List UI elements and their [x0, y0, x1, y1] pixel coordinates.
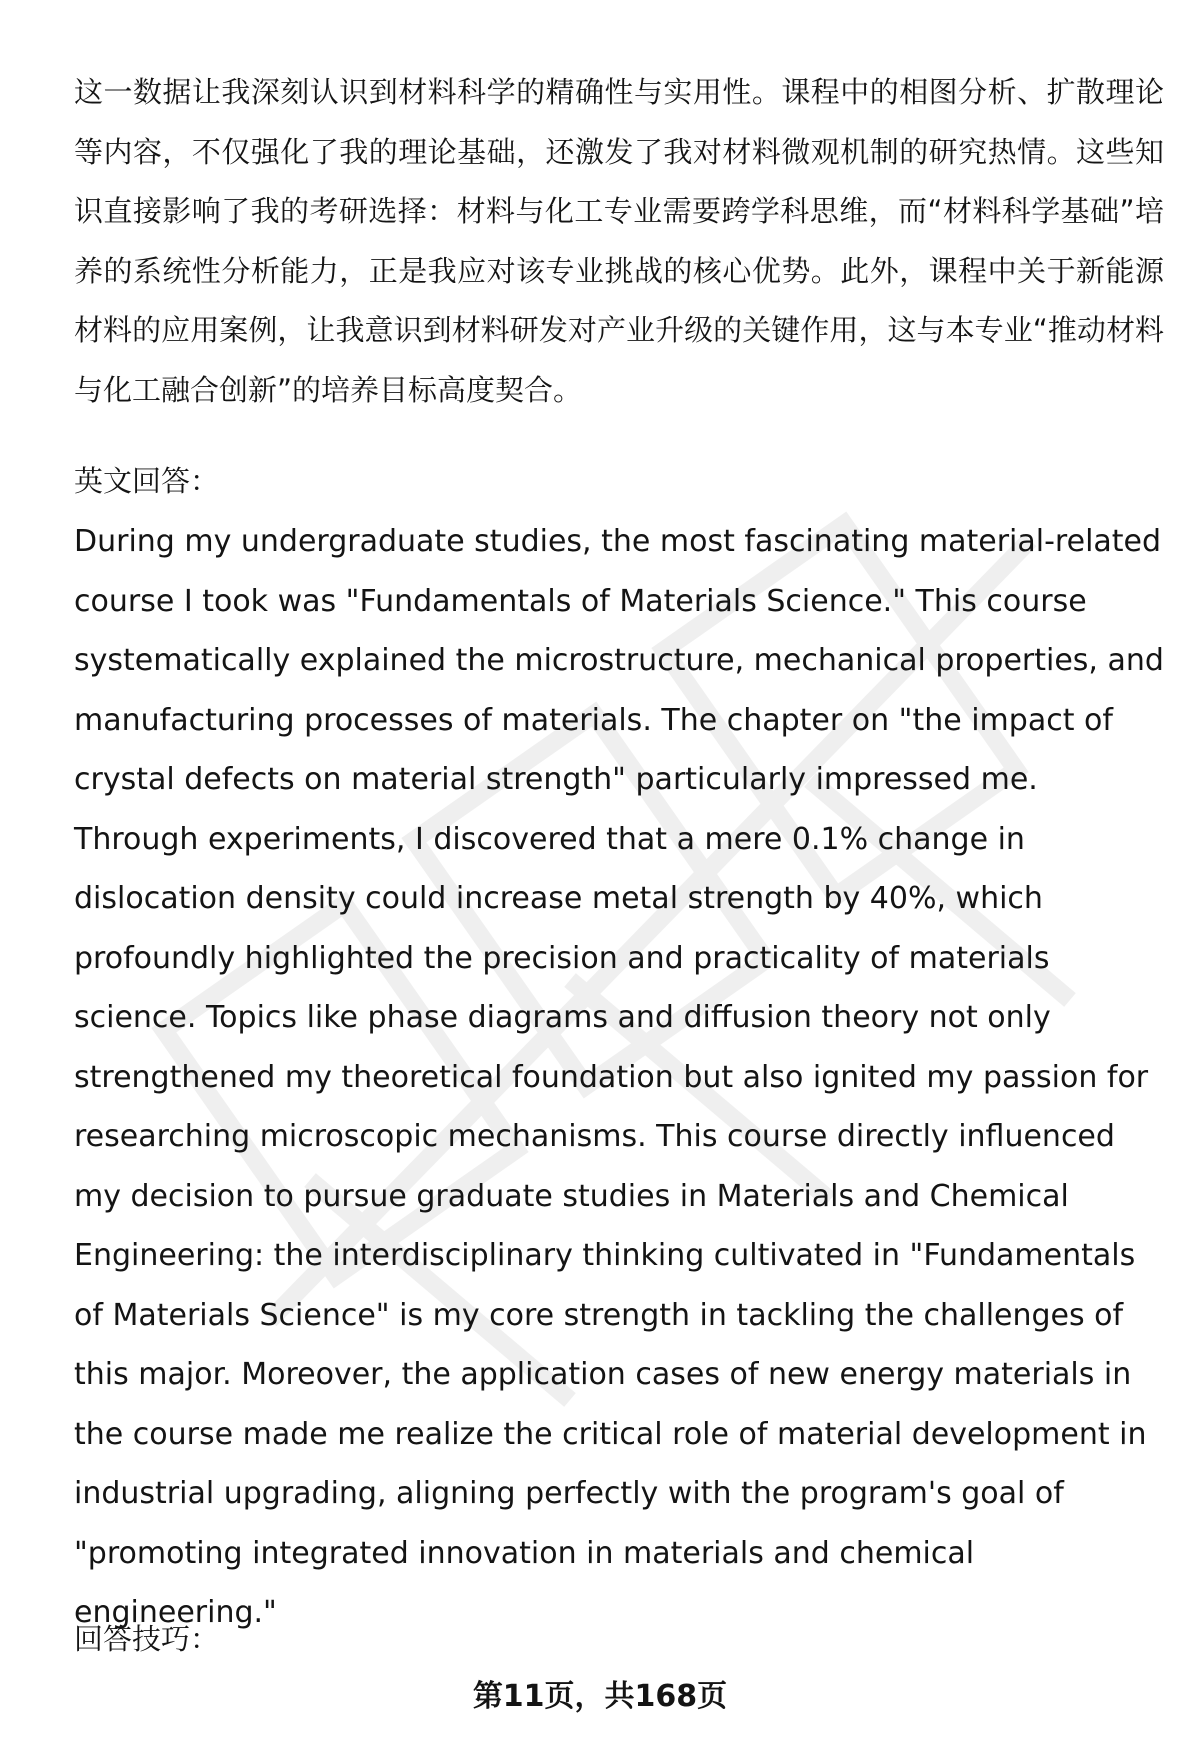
english-answer-paragraph: During my undergraduate studies, the most fascinating material-related course I took was "Fundamentals of Materials Science." This course systematically explained the microstructure, mechanical properties, and manufacturing processes of materials. The chapter on "the impact of crystal defects on material strength" particularly impressed me. Through experiments, I discovered that a mere 0.1% change in dislocation density could increase metal strength by 40%, which profoundly highlighted the precision and practicality of materials science. Topics like phase diagrams and diffusion theory not only strengthened my theoretical foundation but also ignited my passion for researching microscopic mechanisms. This course directly influenced my decision to pursue graduate studies in Materials and Chemical Engineering: the interdisciplinary thinking cultivated in "Fundamentals of Materials Science" is my core strength in tackling the challenges of this major. Moreover, the application cases of new energy materials in the course made me realize the critical role of material development in industrial upgrading, aligning perfectly with the program's goal of "promoting integrated innovation in materials and chemical engineering.": [74, 524, 1164, 1630]
english-answer-label: 英文回答：: [74, 464, 220, 498]
chinese-answer-paragraph: 这一数据让我深刻认识到材料科学的精确性与实用性。课程中的相图分析、扩散理论等内容，不仅强化了我的理论基础，还激发了我对材料微观机制的研究热情。这些知识直接影响了我的考研选择：材料与化工专业需要跨学科思维，而“材料科学基础”培养的系统性分析能力，正是我应对该专业挑战的核心优势。此外，课程中关于新能源材料的应用案例，让我意识到材料研发对产业升级的关键作用，这与本专业“推动材料与化工融合创新”的培养目标高度契合。: [74, 75, 1164, 407]
page-indicator: 第11页，共168页: [472, 1679, 728, 1714]
answer-tips-label: 回答技巧：: [74, 1622, 220, 1656]
